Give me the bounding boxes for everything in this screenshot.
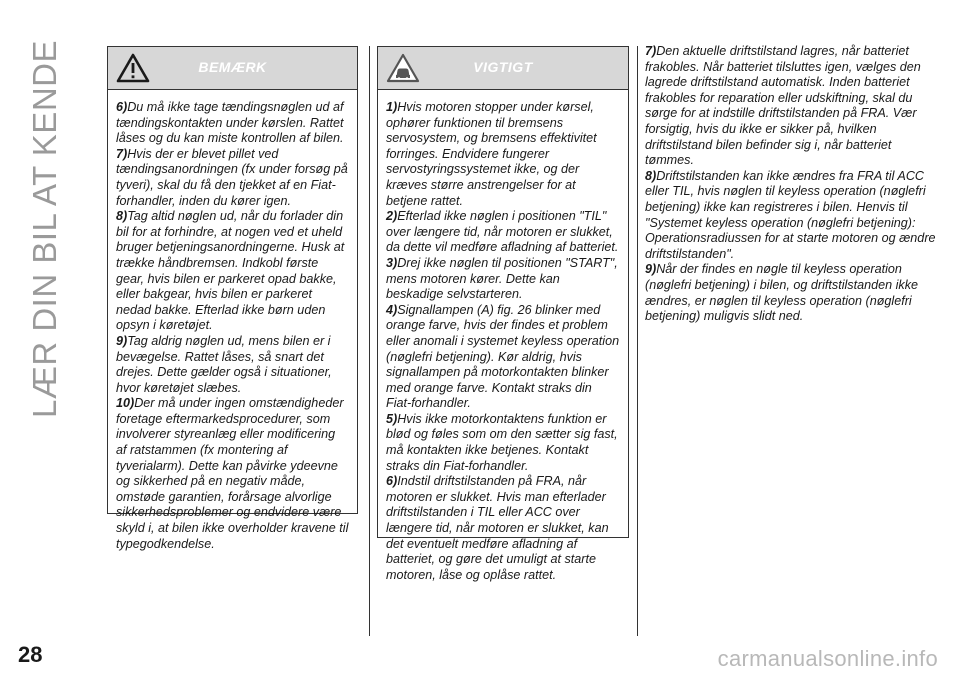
continued-notes: [645, 44, 943, 325]
note-number: 8): [116, 209, 128, 224]
note-number: 5): [386, 411, 398, 426]
note-text: Efterlad ikke nøglen i positionen "TIL" over længere tid, når motoren er slukket, da dette vil medføre afladning af batteriet.: [386, 209, 619, 255]
column-divider-2: [637, 46, 638, 636]
notice-box: [107, 46, 358, 551]
note-item: [116, 147, 349, 209]
important-box-body: [378, 90, 628, 591]
note-item: [386, 100, 620, 209]
note-item: [645, 169, 943, 263]
note-text: Der må under ingen omstændigheder foretage eftermarkedsprocedurer, som involverer styreanlæg eller modificering af ratstammen (fx montering af tyverialarm). Dette kan påvirke ydeevne og sikkerhed på en negativ måde, omstøde garantien, forårsage alvorlige sikkerhedsproblemer og endvidere være skyld i, at bilen ikke overholder kravene til typegodkendelse.: [116, 396, 349, 551]
note-text: Hvis motoren stopper under kørsel, ophører funktionen til bremsens servosystem, og bremsens effektivitet forringes. Endvidere fungerer servostyringssystemet ikke, og der kræves større anstrengelser for at betjene rattet.: [386, 100, 597, 208]
note-item: [116, 396, 349, 552]
note-text: Tag aldrig nøglen ud, mens bilen er i bevægelse. Rattet låses, så snart det drejes. Dette gælder også i situationer, hvor køretøjet slæbes.: [116, 333, 332, 395]
note-item: [386, 303, 620, 412]
note-number: 6): [386, 474, 398, 489]
notice-box-title: BEMÆRK: [198, 59, 267, 75]
important-box: [377, 46, 629, 582]
note-item: [645, 44, 943, 169]
note-item: [116, 100, 349, 147]
note-item: [645, 262, 943, 324]
note-item: [386, 474, 620, 583]
note-text: Tag altid nøglen ud, når du forlader din bil for at forhindre, at nogen ved et uheld bruger betjeningsanordningerne. Husk at trække håndbremsen. Indkobl første gear, hvis bilen er parkeret opad bakke, eller bakgear, hvis bilen er parkeret nedad bakke. Efterlad ikke børn uden opsyn i køretøjet.: [116, 209, 345, 333]
note-text: Driftstilstanden kan ikke ændres fra FRA til ACC eller TIL, hvis nøglen til keyless operation (nøglefri betjening) ikke kan registreres i bilen. Henvis til "Systemet keyless operation (nøglefri betjening): Operationsradiussen for at starte motoren og ændre driftstilstanden".: [645, 168, 936, 261]
note-number: 6): [116, 100, 128, 114]
note-text: Hvis ikke motorkontaktens funktion er blød og føles som om den sætter sig fast, må kontakten ikke betjenes. Kontakt straks din Fiat-forhandler.: [386, 411, 618, 473]
page-number: 28: [18, 642, 43, 667]
important-box-header: [378, 47, 628, 90]
note-number: 9): [116, 333, 128, 348]
notice-box-header: [108, 47, 357, 90]
note-number: 4): [386, 302, 398, 317]
note-number: 7): [645, 44, 657, 58]
note-number: 1): [386, 100, 398, 114]
watermark-text: carmanualsonline.info: [717, 646, 938, 671]
note-item: [386, 412, 620, 474]
note-text: Når der findes en nøgle til keyless operation (nøglefri betjening) i bilen, og driftstilstanden ikke ændres, er nøglen til keyless operation (nøglefri betjening) muligvis slidt ned.: [645, 262, 919, 324]
note-text: Drej ikke nøglen til positionen "START", mens motoren kører. Dette kan beskadige selvstarteren.: [386, 255, 618, 302]
note-text: Indstil driftstilstanden på FRA, når motoren er slukket. Hvis man efterlader driftstilstanden i TIL eller ACC over længere tid, når motoren er slukket, kan det eventuelt medføre afladning af batteriet, og gøre det umuligt at starte motoren, låse og oplåse rattet.: [386, 474, 609, 582]
note-item: [116, 209, 349, 334]
column-divider-1: [369, 46, 370, 636]
note-number: 7): [116, 146, 128, 161]
note-number: 2): [386, 209, 398, 224]
chapter-title-text: LÆR DIN BIL AT KENDE: [26, 40, 63, 418]
note-item: [116, 334, 349, 396]
note-text: Du må ikke tage tændingsnøglen ud af tændingskontakten under kørslen. Rattet låses og du kan miste kontrollen af bilen.: [116, 100, 344, 146]
chapter-side-title: [12, 40, 78, 418]
notice-box-body: [108, 90, 357, 560]
note-number: 8): [645, 168, 657, 183]
note-number: 9): [645, 262, 657, 277]
note-number: 10): [116, 396, 135, 411]
important-box-title: VIGTIGT: [473, 59, 533, 75]
note-item: [386, 256, 620, 303]
note-item: [386, 209, 620, 256]
note-text: Signallampen (A) fig. 26 blinker med orange farve, hvis der findes et problem eller anomali i systemet keyless operation (nøglefri betjening). Kør aldrig, hvis signallampen på motorkontakten blinker med orange farve. Kontakt straks din Fiat-forhandler.: [386, 302, 620, 411]
note-text: Hvis der er blevet pillet ved tændingsanordningen (fx under forsøg på tyveri), skal du få den tjekket af en Fiat-forhandler, inden du kører igen.: [116, 146, 348, 208]
note-text: Den aktuelle driftstilstand lagres, når batteriet frakobles. Når batteriet tilsluttes igen, vælges den lagrede driftstilstand automatisk. Inden batteriet frakobles for reparation eller udskiftning, skal du sørge for at indstille driftstilstanden på FRA. Vær forsigtig, hvis du ikke er sikker på, hvilken driftstilstand bilen befinder sig i, når batteriet tømmes.: [645, 44, 921, 168]
note-number: 3): [386, 255, 398, 270]
